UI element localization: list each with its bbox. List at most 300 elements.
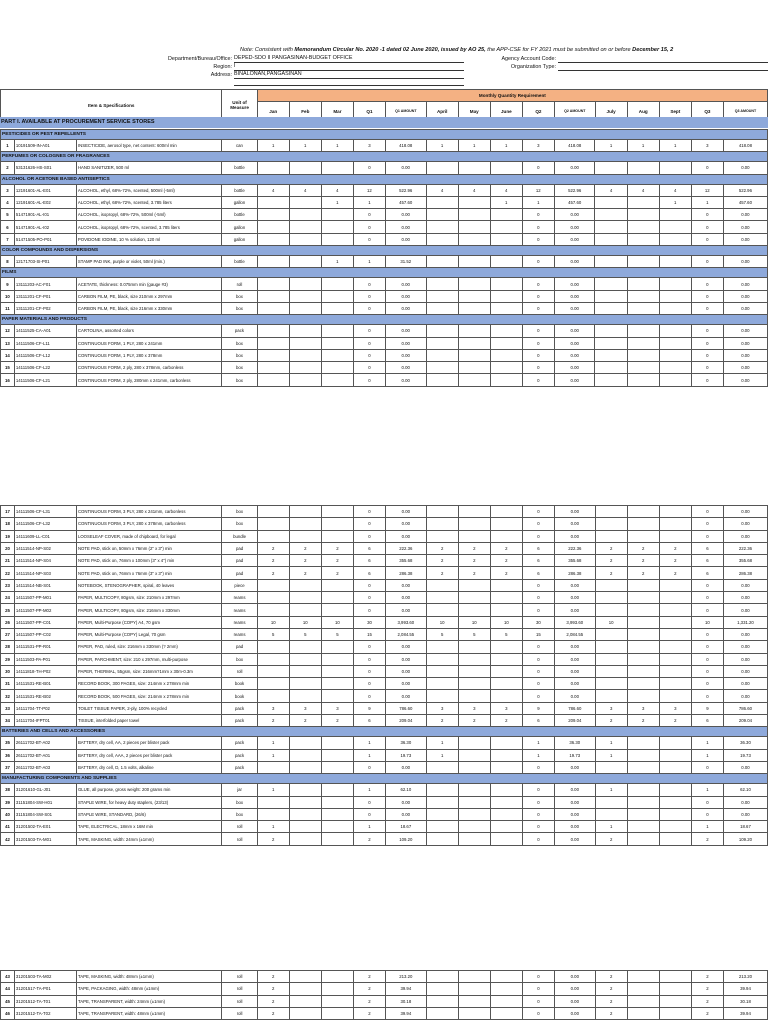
qty-cell[interactable] xyxy=(659,221,691,233)
qty-cell[interactable]: 4 xyxy=(490,184,522,196)
qty-cell[interactable]: 2 xyxy=(426,715,458,727)
qty-cell[interactable]: 0.00 xyxy=(385,325,426,337)
qty-cell[interactable]: 3 xyxy=(257,702,289,714)
qty-cell[interactable]: 0.00 xyxy=(385,233,426,245)
qty-cell[interactable] xyxy=(257,808,289,820)
qty-cell[interactable] xyxy=(321,233,353,245)
qty-cell[interactable] xyxy=(289,784,321,796)
qty-cell[interactable] xyxy=(257,349,289,361)
qty-cell[interactable] xyxy=(627,592,659,604)
qty-cell[interactable] xyxy=(321,833,353,845)
qty-cell[interactable]: 0 xyxy=(522,833,554,845)
qty-cell[interactable]: 2 xyxy=(257,995,289,1007)
qty-cell[interactable] xyxy=(321,374,353,386)
qty-cell[interactable]: 0 xyxy=(522,506,554,518)
qty-cell[interactable] xyxy=(595,690,627,702)
qty-cell[interactable] xyxy=(257,690,289,702)
qty-cell[interactable]: 0 xyxy=(691,641,723,653)
qty-cell[interactable] xyxy=(426,221,458,233)
qty-cell[interactable]: 1 xyxy=(522,749,554,761)
qty-cell[interactable] xyxy=(426,374,458,386)
qty-cell[interactable]: 0 xyxy=(522,983,554,995)
qty-cell[interactable] xyxy=(257,530,289,542)
qty-cell[interactable]: 2 xyxy=(257,542,289,554)
qty-cell[interactable] xyxy=(289,256,321,268)
qty-cell[interactable] xyxy=(595,233,627,245)
qty-cell[interactable] xyxy=(627,983,659,995)
qty-cell[interactable]: 0.00 xyxy=(554,678,595,690)
qty-cell[interactable] xyxy=(627,278,659,290)
qty-cell[interactable] xyxy=(595,506,627,518)
qty-cell[interactable]: 213.20 xyxy=(386,971,427,983)
qty-cell[interactable] xyxy=(426,209,458,221)
qty-cell[interactable]: 0 xyxy=(691,325,723,337)
qty-cell[interactable]: 0 xyxy=(353,337,385,349)
qty-cell[interactable]: 2 xyxy=(353,833,385,845)
qty-cell[interactable] xyxy=(659,302,691,314)
qty-cell[interactable]: 1 xyxy=(522,737,554,749)
qty-cell[interactable]: 0.00 xyxy=(554,592,595,604)
qty-cell[interactable]: 0.00 xyxy=(385,302,426,314)
qty-cell[interactable]: 0 xyxy=(691,604,723,616)
qty-cell[interactable] xyxy=(627,761,659,773)
qty-cell[interactable]: 0 xyxy=(691,209,723,221)
qty-cell[interactable] xyxy=(627,325,659,337)
qty-cell[interactable]: 0.00 xyxy=(385,374,426,386)
qty-cell[interactable]: 1 xyxy=(257,821,289,833)
qty-cell[interactable]: 2 xyxy=(595,555,627,567)
qty-cell[interactable]: 1 xyxy=(458,140,490,152)
qty-cell[interactable] xyxy=(289,196,321,208)
qty-cell[interactable]: 1 xyxy=(353,784,385,796)
qty-cell[interactable] xyxy=(627,362,659,374)
qty-cell[interactable]: 0 xyxy=(691,678,723,690)
qty-cell[interactable] xyxy=(659,278,691,290)
qty-cell[interactable]: 62.10 xyxy=(386,784,427,796)
qty-cell[interactable] xyxy=(490,362,522,374)
qty-cell[interactable] xyxy=(458,761,490,773)
qty-cell[interactable]: 457.60 xyxy=(385,196,426,208)
qty-cell[interactable] xyxy=(458,592,490,604)
qty-cell[interactable] xyxy=(426,579,458,591)
qty-cell[interactable]: 2 xyxy=(627,715,659,727)
qty-cell[interactable]: 1 xyxy=(426,749,458,761)
qty-cell[interactable]: 2 xyxy=(289,715,321,727)
qty-cell[interactable]: 2,084.55 xyxy=(554,628,595,640)
qty-cell[interactable]: 4 xyxy=(257,184,289,196)
qty-cell[interactable] xyxy=(321,506,353,518)
qty-cell[interactable] xyxy=(490,665,522,677)
qty-cell[interactable]: 1 xyxy=(595,821,627,833)
qty-cell[interactable] xyxy=(321,349,353,361)
qty-cell[interactable]: 0.00 xyxy=(723,349,767,361)
qty-cell[interactable] xyxy=(595,337,627,349)
qty-cell[interactable] xyxy=(289,808,321,820)
qty-cell[interactable] xyxy=(490,290,522,302)
qty-cell[interactable]: 0.00 xyxy=(386,641,427,653)
qty-cell[interactable] xyxy=(458,690,490,702)
qty-cell[interactable]: 0.00 xyxy=(723,233,767,245)
qty-cell[interactable]: 4 xyxy=(458,184,490,196)
qty-cell[interactable]: 0.00 xyxy=(723,302,767,314)
qty-cell[interactable] xyxy=(257,278,289,290)
qty-cell[interactable]: 1 xyxy=(353,749,385,761)
qty-cell[interactable]: 522.96 xyxy=(723,184,767,196)
qty-cell[interactable] xyxy=(490,302,522,314)
qty-cell[interactable]: 0.00 xyxy=(385,362,426,374)
qty-cell[interactable]: 2 xyxy=(627,567,659,579)
qty-cell[interactable] xyxy=(289,737,321,749)
qty-cell[interactable]: 3 xyxy=(458,702,490,714)
qty-cell[interactable] xyxy=(490,209,522,221)
qty-cell[interactable] xyxy=(257,604,289,616)
qty-cell[interactable]: 5 xyxy=(426,628,458,640)
qty-cell[interactable]: 0 xyxy=(522,162,554,174)
qty-cell[interactable] xyxy=(490,641,522,653)
qty-cell[interactable]: 522.96 xyxy=(554,184,595,196)
qty-cell[interactable]: 0.00 xyxy=(386,518,427,530)
qty-cell[interactable] xyxy=(490,162,522,174)
qty-cell[interactable] xyxy=(426,278,458,290)
qty-cell[interactable] xyxy=(257,506,289,518)
qty-cell[interactable]: 2 xyxy=(289,542,321,554)
qty-cell[interactable] xyxy=(659,737,691,749)
qty-cell[interactable]: 286.38 xyxy=(554,567,595,579)
qty-cell[interactable]: 12 xyxy=(691,184,723,196)
qty-cell[interactable] xyxy=(426,518,458,530)
qty-cell[interactable] xyxy=(595,678,627,690)
qty-cell[interactable]: 2 xyxy=(490,567,522,579)
qty-cell[interactable]: 0 xyxy=(353,665,385,677)
qty-cell[interactable] xyxy=(321,604,353,616)
qty-cell[interactable] xyxy=(458,833,490,845)
qty-cell[interactable]: 0.00 xyxy=(554,362,595,374)
qty-cell[interactable]: 786.60 xyxy=(386,702,427,714)
qty-cell[interactable] xyxy=(627,678,659,690)
qty-cell[interactable]: 2 xyxy=(595,567,627,579)
qty-cell[interactable]: 2 xyxy=(458,555,490,567)
qty-cell[interactable]: 0.00 xyxy=(385,349,426,361)
qty-cell[interactable] xyxy=(321,337,353,349)
qty-cell[interactable]: 4 xyxy=(659,184,691,196)
qty-cell[interactable]: 222.36 xyxy=(386,542,427,554)
qty-cell[interactable]: 1 xyxy=(691,784,723,796)
qty-cell[interactable] xyxy=(289,302,321,314)
qty-cell[interactable] xyxy=(659,530,691,542)
qty-cell[interactable] xyxy=(458,737,490,749)
qty-cell[interactable]: 19.73 xyxy=(386,749,427,761)
qty-cell[interactable] xyxy=(659,653,691,665)
qty-cell[interactable]: 0.00 xyxy=(723,337,767,349)
qty-cell[interactable]: 3 xyxy=(426,702,458,714)
qty-cell[interactable] xyxy=(595,209,627,221)
qty-cell[interactable] xyxy=(257,678,289,690)
qty-cell[interactable]: 0 xyxy=(353,506,385,518)
qty-cell[interactable]: 10 xyxy=(426,616,458,628)
qty-cell[interactable] xyxy=(426,690,458,702)
qty-cell[interactable] xyxy=(490,983,522,995)
qty-cell[interactable] xyxy=(321,995,353,1007)
qty-cell[interactable]: 0 xyxy=(353,796,385,808)
qty-cell[interactable] xyxy=(490,337,522,349)
qty-cell[interactable]: 2 xyxy=(321,715,353,727)
qty-cell[interactable] xyxy=(289,983,321,995)
qty-cell[interactable] xyxy=(627,221,659,233)
qty-cell[interactable] xyxy=(257,665,289,677)
qty-cell[interactable]: 2 xyxy=(458,567,490,579)
qty-cell[interactable] xyxy=(289,349,321,361)
qty-cell[interactable]: 0.00 xyxy=(723,579,767,591)
qty-cell[interactable]: 2 xyxy=(490,715,522,727)
qty-cell[interactable] xyxy=(289,604,321,616)
qty-cell[interactable]: 0.00 xyxy=(386,678,427,690)
qty-cell[interactable] xyxy=(289,592,321,604)
qty-cell[interactable]: 0 xyxy=(353,221,385,233)
qty-cell[interactable] xyxy=(257,221,289,233)
qty-cell[interactable]: 2 xyxy=(289,555,321,567)
qty-cell[interactable] xyxy=(659,518,691,530)
qty-cell[interactable]: 0.00 xyxy=(554,761,595,773)
qty-cell[interactable]: 2 xyxy=(595,983,627,995)
qty-cell[interactable] xyxy=(321,221,353,233)
qty-cell[interactable]: 1 xyxy=(595,140,627,152)
qty-cell[interactable]: 1 xyxy=(257,140,289,152)
qty-cell[interactable] xyxy=(490,221,522,233)
qty-cell[interactable] xyxy=(659,678,691,690)
qty-cell[interactable] xyxy=(426,653,458,665)
qty-cell[interactable]: 5 xyxy=(490,628,522,640)
qty-cell[interactable] xyxy=(595,796,627,808)
qty-cell[interactable] xyxy=(458,506,490,518)
qty-cell[interactable]: 4 xyxy=(321,184,353,196)
qty-cell[interactable]: 2 xyxy=(691,833,723,845)
qty-cell[interactable]: 0 xyxy=(353,278,385,290)
qty-cell[interactable]: 2 xyxy=(659,715,691,727)
qty-cell[interactable]: 457.60 xyxy=(554,196,595,208)
qty-cell[interactable] xyxy=(321,162,353,174)
qty-cell[interactable]: 2 xyxy=(257,971,289,983)
qty-cell[interactable] xyxy=(595,665,627,677)
qty-cell[interactable]: 457.60 xyxy=(723,196,767,208)
qty-cell[interactable] xyxy=(595,579,627,591)
qty-cell[interactable] xyxy=(490,808,522,820)
qty-cell[interactable] xyxy=(426,641,458,653)
qty-cell[interactable] xyxy=(458,362,490,374)
qty-cell[interactable]: 0.00 xyxy=(386,690,427,702)
qty-cell[interactable]: 3 xyxy=(659,702,691,714)
qty-cell[interactable] xyxy=(257,518,289,530)
qty-cell[interactable] xyxy=(257,796,289,808)
qty-cell[interactable]: 9 xyxy=(353,702,385,714)
qty-cell[interactable] xyxy=(321,325,353,337)
qty-cell[interactable]: 0 xyxy=(522,761,554,773)
qty-cell[interactable]: 0 xyxy=(522,995,554,1007)
qty-cell[interactable]: 0 xyxy=(353,362,385,374)
qty-cell[interactable] xyxy=(321,690,353,702)
qty-cell[interactable]: 10 xyxy=(257,616,289,628)
qty-cell[interactable]: 2 xyxy=(595,833,627,845)
qty-cell[interactable]: 19.73 xyxy=(554,749,595,761)
qty-cell[interactable] xyxy=(627,665,659,677)
qty-cell[interactable] xyxy=(659,290,691,302)
qty-cell[interactable]: 1 xyxy=(321,140,353,152)
qty-cell[interactable]: 1 xyxy=(490,140,522,152)
qty-cell[interactable]: 0 xyxy=(353,579,385,591)
qty-cell[interactable]: 0 xyxy=(353,653,385,665)
qty-cell[interactable]: 5 xyxy=(321,628,353,640)
qty-cell[interactable]: 0 xyxy=(691,290,723,302)
qty-cell[interactable] xyxy=(321,518,353,530)
qty-cell[interactable]: 1 xyxy=(595,737,627,749)
qty-cell[interactable]: 2 xyxy=(595,1007,627,1019)
qty-cell[interactable] xyxy=(490,592,522,604)
qty-cell[interactable]: 1 xyxy=(353,737,385,749)
qty-cell[interactable]: 3 xyxy=(321,702,353,714)
qty-cell[interactable] xyxy=(458,374,490,386)
qty-cell[interactable] xyxy=(458,518,490,530)
qty-cell[interactable] xyxy=(289,506,321,518)
qty-cell[interactable]: 2 xyxy=(458,542,490,554)
qty-cell[interactable] xyxy=(490,374,522,386)
qty-cell[interactable]: 0.00 xyxy=(554,1007,595,1019)
qty-cell[interactable]: 0.00 xyxy=(554,784,595,796)
qty-cell[interactable] xyxy=(426,784,458,796)
qty-cell[interactable]: 10 xyxy=(458,616,490,628)
qty-cell[interactable] xyxy=(458,678,490,690)
qty-cell[interactable]: 2 xyxy=(353,971,385,983)
qty-cell[interactable]: 0.00 xyxy=(554,290,595,302)
qty-cell[interactable] xyxy=(426,349,458,361)
qty-cell[interactable] xyxy=(627,749,659,761)
qty-cell[interactable]: 0 xyxy=(353,290,385,302)
qty-cell[interactable] xyxy=(627,256,659,268)
qty-cell[interactable] xyxy=(257,209,289,221)
qty-cell[interactable] xyxy=(321,796,353,808)
qty-cell[interactable] xyxy=(595,290,627,302)
qty-cell[interactable]: 0 xyxy=(522,362,554,374)
qty-cell[interactable]: 2 xyxy=(627,555,659,567)
qty-cell[interactable]: 0 xyxy=(522,690,554,702)
qty-cell[interactable]: 0 xyxy=(522,1007,554,1019)
qty-cell[interactable] xyxy=(659,349,691,361)
qty-cell[interactable] xyxy=(426,971,458,983)
qty-cell[interactable] xyxy=(321,983,353,995)
qty-cell[interactable]: 2 xyxy=(490,542,522,554)
qty-cell[interactable] xyxy=(289,971,321,983)
qty-cell[interactable]: 2 xyxy=(490,555,522,567)
qty-cell[interactable]: 6 xyxy=(522,567,554,579)
qty-cell[interactable] xyxy=(289,678,321,690)
qty-cell[interactable]: 0 xyxy=(522,604,554,616)
qty-cell[interactable] xyxy=(659,374,691,386)
qty-cell[interactable]: 0 xyxy=(522,233,554,245)
qty-cell[interactable] xyxy=(426,665,458,677)
qty-cell[interactable]: 418.08 xyxy=(385,140,426,152)
qty-cell[interactable]: 0.00 xyxy=(723,641,767,653)
qty-cell[interactable] xyxy=(321,278,353,290)
qty-cell[interactable] xyxy=(426,833,458,845)
qty-cell[interactable]: 0 xyxy=(691,808,723,820)
qty-cell[interactable] xyxy=(426,233,458,245)
qty-cell[interactable] xyxy=(595,221,627,233)
qty-cell[interactable]: 6 xyxy=(353,542,385,554)
qty-cell[interactable]: 2 xyxy=(659,567,691,579)
qty-cell[interactable] xyxy=(595,162,627,174)
qty-cell[interactable]: 0.00 xyxy=(386,592,427,604)
qty-cell[interactable] xyxy=(257,233,289,245)
qty-cell[interactable]: 6 xyxy=(522,715,554,727)
qty-cell[interactable] xyxy=(627,579,659,591)
qty-cell[interactable] xyxy=(321,579,353,591)
qty-cell[interactable]: 0.00 xyxy=(723,761,767,773)
qty-cell[interactable]: 4 xyxy=(426,184,458,196)
qty-cell[interactable]: 1 xyxy=(595,784,627,796)
qty-cell[interactable]: 0 xyxy=(691,506,723,518)
qty-cell[interactable] xyxy=(458,256,490,268)
qty-cell[interactable] xyxy=(458,784,490,796)
qty-cell[interactable] xyxy=(490,971,522,983)
qty-cell[interactable]: 6 xyxy=(522,542,554,554)
qty-cell[interactable]: 10 xyxy=(595,616,627,628)
qty-cell[interactable]: 2 xyxy=(321,555,353,567)
qty-cell[interactable]: 0.00 xyxy=(554,796,595,808)
qty-cell[interactable]: 2 xyxy=(353,1007,385,1019)
qty-cell[interactable] xyxy=(595,653,627,665)
qty-cell[interactable] xyxy=(289,233,321,245)
qty-cell[interactable] xyxy=(659,579,691,591)
qty-cell[interactable]: 3 xyxy=(522,140,554,152)
qty-cell[interactable] xyxy=(321,749,353,761)
qty-cell[interactable] xyxy=(458,233,490,245)
qty-cell[interactable]: 5 xyxy=(289,628,321,640)
qty-cell[interactable] xyxy=(426,325,458,337)
qty-cell[interactable] xyxy=(426,808,458,820)
qty-cell[interactable]: 0.00 xyxy=(723,808,767,820)
qty-cell[interactable]: 0 xyxy=(691,349,723,361)
qty-cell[interactable] xyxy=(627,604,659,616)
qty-cell[interactable]: 0 xyxy=(353,530,385,542)
qty-cell[interactable] xyxy=(426,290,458,302)
qty-cell[interactable]: 0.00 xyxy=(723,653,767,665)
qty-cell[interactable] xyxy=(289,209,321,221)
qty-cell[interactable]: 0.00 xyxy=(723,506,767,518)
qty-cell[interactable] xyxy=(659,506,691,518)
qty-cell[interactable]: 0.00 xyxy=(554,808,595,820)
qty-cell[interactable]: 5 xyxy=(458,628,490,640)
qty-cell[interactable] xyxy=(289,833,321,845)
qty-cell[interactable] xyxy=(595,196,627,208)
qty-cell[interactable]: 2 xyxy=(691,995,723,1007)
qty-cell[interactable] xyxy=(627,796,659,808)
qty-cell[interactable] xyxy=(627,1007,659,1019)
qty-cell[interactable] xyxy=(426,530,458,542)
qty-cell[interactable] xyxy=(659,209,691,221)
qty-cell[interactable]: 0 xyxy=(353,604,385,616)
qty-cell[interactable]: 2 xyxy=(691,1007,723,1019)
qty-cell[interactable]: 0.00 xyxy=(554,162,595,174)
qty-cell[interactable]: 0.00 xyxy=(723,162,767,174)
address-field[interactable]: BINALONAN,PANGASINAN xyxy=(234,71,464,79)
qty-cell[interactable] xyxy=(458,971,490,983)
qty-cell[interactable] xyxy=(426,796,458,808)
qty-cell[interactable]: 6 xyxy=(691,715,723,727)
qty-cell[interactable] xyxy=(257,374,289,386)
qty-cell[interactable]: 0 xyxy=(522,821,554,833)
qty-cell[interactable] xyxy=(426,362,458,374)
qty-cell[interactable] xyxy=(257,579,289,591)
qty-cell[interactable] xyxy=(458,290,490,302)
qty-cell[interactable] xyxy=(659,616,691,628)
